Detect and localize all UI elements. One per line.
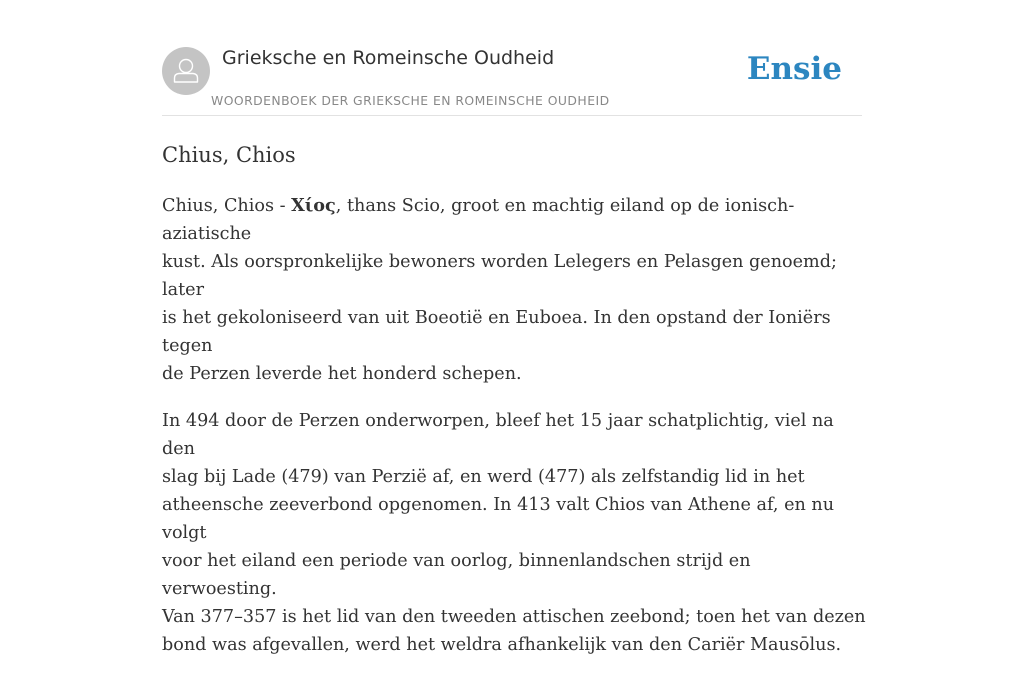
dictionary-title-link[interactable]: Grieksche en Romeinsche Oudheid (222, 47, 555, 69)
entry-paragraph-1 (162, 192, 866, 388)
entry-title: Chius, Chios (162, 143, 296, 167)
user-icon[interactable] (162, 47, 210, 95)
entry-paragraph-1-text: , thans Scio, groot en machtig eiland op de ionisch-aziatische kust. Als oorspronkelijke bewoners worden Lelegers en Pelasgen genoemd; later is het gekoloniseerd van uit Boeotië en Euboea. In den opstand der Ioniërs tegen de Perzen leverde het honderd schepen. (162, 196, 837, 384)
user-icon-graphic (162, 47, 210, 95)
dictionary-subtitle: WOORDENBOEK DER GRIEKSCHE EN ROMEINSCHE OUDHEID (211, 93, 610, 108)
dictionary-header (162, 45, 862, 116)
entry-term-prefix: Chius, Chios - (162, 196, 292, 216)
entry-paragraph-2: In 494 door de Perzen onderworpen, bleef het 15 jaar schatplichtig, viel na den slag bij Lade (479) van Perzië af, en werd (477) als zelfstandig lid in het atheensche zeeverbond opgenomen. In 413 valt Chios van Athene af, en nu volgt voor het eiland een periode van oorlog, binnenlandschen strijd en verwoesting. Van 377–357 is het lid van den tweeden attischen zeebond; toen het van dezen bond was afgevallen, werd het weldra afhankelijk van den Cariër Mausōlus. (162, 411, 866, 655)
entry-content (162, 192, 866, 678)
greek-term: Χίος (291, 195, 336, 216)
ensie-logo-link[interactable]: Ensie (746, 51, 842, 87)
